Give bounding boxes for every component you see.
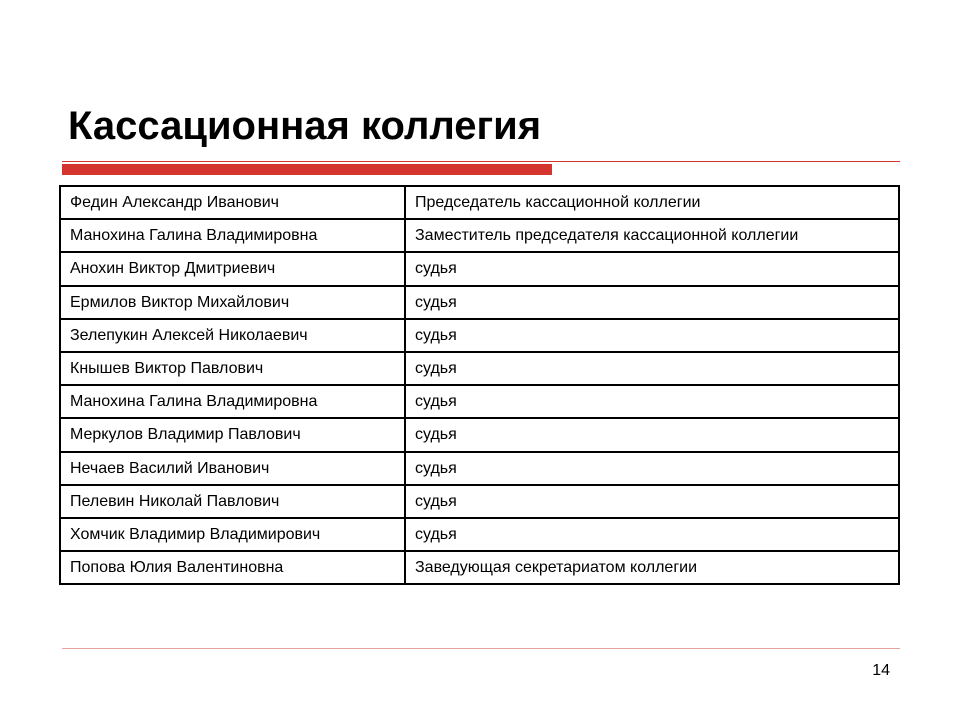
page-title: Кассационная коллегия: [68, 104, 542, 148]
member-role: судья: [405, 485, 899, 518]
member-role: судья: [405, 418, 899, 451]
member-name: Нечаев Василий Иванович: [60, 452, 405, 485]
member-role: Заместитель председателя кассационной коллегии: [405, 219, 899, 252]
member-role: судья: [405, 385, 899, 418]
title-divider-thin: [62, 161, 900, 162]
member-role: судья: [405, 452, 899, 485]
member-name: Ермилов Виктор Михайлович: [60, 286, 405, 319]
member-name: Хомчик Владимир Владимирович: [60, 518, 405, 551]
member-name: Манохина Галина Владимировна: [60, 219, 405, 252]
member-name: Зелепукин Алексей Николаевич: [60, 319, 405, 352]
member-role: судья: [405, 286, 899, 319]
member-role: судья: [405, 319, 899, 352]
table-row: [60, 385, 899, 418]
member-role: Председатель кассационной коллегии: [405, 186, 899, 219]
member-name: Манохина Галина Владимировна: [60, 385, 405, 418]
title-divider-accent: [62, 164, 552, 175]
table-row: [60, 485, 899, 518]
member-name: Кнышев Виктор Павлович: [60, 352, 405, 385]
table-row: [60, 452, 899, 485]
member-role: судья: [405, 518, 899, 551]
member-name: Федин Александр Иванович: [60, 186, 405, 219]
page-number: 14: [872, 662, 890, 679]
table-row: [60, 518, 899, 551]
member-role: судья: [405, 252, 899, 285]
member-name: Попова Юлия Валентиновна: [60, 551, 405, 584]
member-name: Меркулов Владимир Павлович: [60, 418, 405, 451]
member-role: Заведующая секретариатом коллегии: [405, 551, 899, 584]
member-name: Пелевин Николай Павлович: [60, 485, 405, 518]
table-row: [60, 352, 899, 385]
table-row: [60, 186, 899, 219]
member-name: Анохин Виктор Дмитриевич: [60, 252, 405, 285]
table-row: [60, 319, 899, 352]
member-role: судья: [405, 352, 899, 385]
footer-divider: [62, 648, 900, 649]
members-table: [59, 185, 900, 585]
table-row: [60, 551, 899, 584]
table-row: [60, 252, 899, 285]
table-row: [60, 418, 899, 451]
table-row: [60, 219, 899, 252]
table-row: [60, 286, 899, 319]
